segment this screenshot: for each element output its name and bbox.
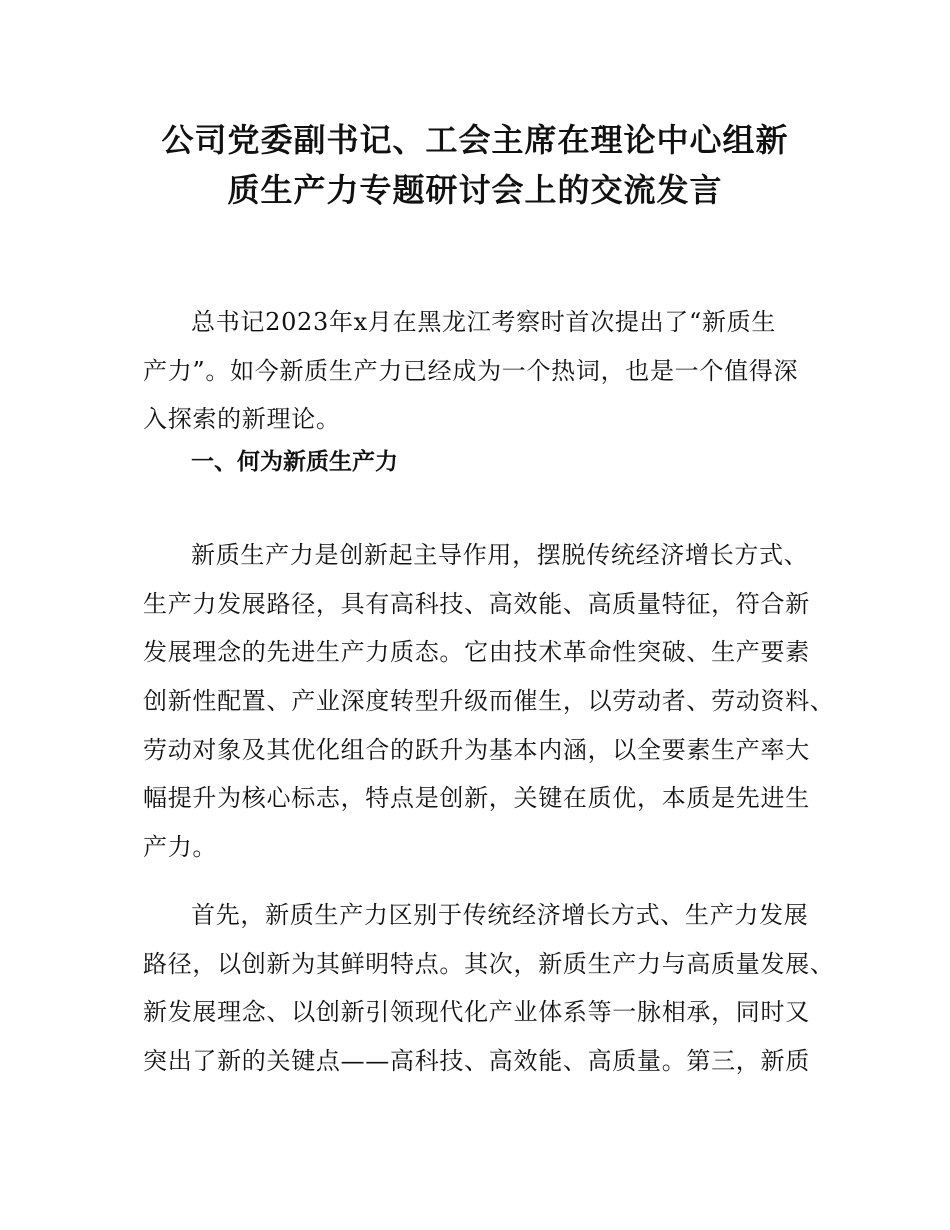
text-line: 生产力发展路径，具有高科技、高效能、高质量特征，符合新	[143, 589, 810, 618]
title-line: 质生产力专题研讨会上的交流发言	[227, 171, 723, 209]
text-line: 突出了新的关键点——高科技、高效能、高质量。第三，新质	[143, 1047, 810, 1076]
text-line: 产力。	[143, 833, 218, 862]
paragraph-definition	[143, 531, 843, 872]
text-line: 入探索的新理论。	[143, 405, 341, 434]
text-line: 总书记2023年x月在黑龙江考察时首次提出了“新质生	[191, 308, 777, 336]
text-line: 新质生产力是创新起主导作用，摆脱传统经济增长方式、	[191, 541, 809, 569]
text-line: 路径，以创新为其鲜明特点。其次，新质生产力与高质量发展、	[143, 949, 835, 978]
paragraph-intro	[143, 298, 843, 444]
text-line: 首先，新质生产力区别于传统经济增长方式、生产力发展	[191, 901, 809, 929]
text-line: 幅提升为核心标志，特点是创新，关键在质优，本质是先进生	[143, 784, 810, 813]
paragraph-features	[143, 891, 843, 1086]
section-heading: 一、何为新质生产力	[191, 449, 398, 475]
text-line: 发展理念的先进生产力质态。它由技术革命性突破、生产要素	[143, 638, 810, 667]
text-line: 创新性配置、产业深度转型升级而催生，以劳动者、劳动资料、	[143, 687, 835, 716]
document-title	[0, 115, 950, 215]
text-line: 劳动对象及其优化组合的跃升为基本内涵，以全要素生产率大	[143, 735, 810, 764]
title-line: 公司党委副书记、工会主席在理论中心组新	[161, 121, 789, 159]
text-line: 产力”。如今新质生产力已经成为一个热词，也是一个值得深	[143, 356, 799, 385]
text-line: 新发展理念、以创新引领现代化产业体系等一脉相承，同时又	[143, 998, 810, 1027]
